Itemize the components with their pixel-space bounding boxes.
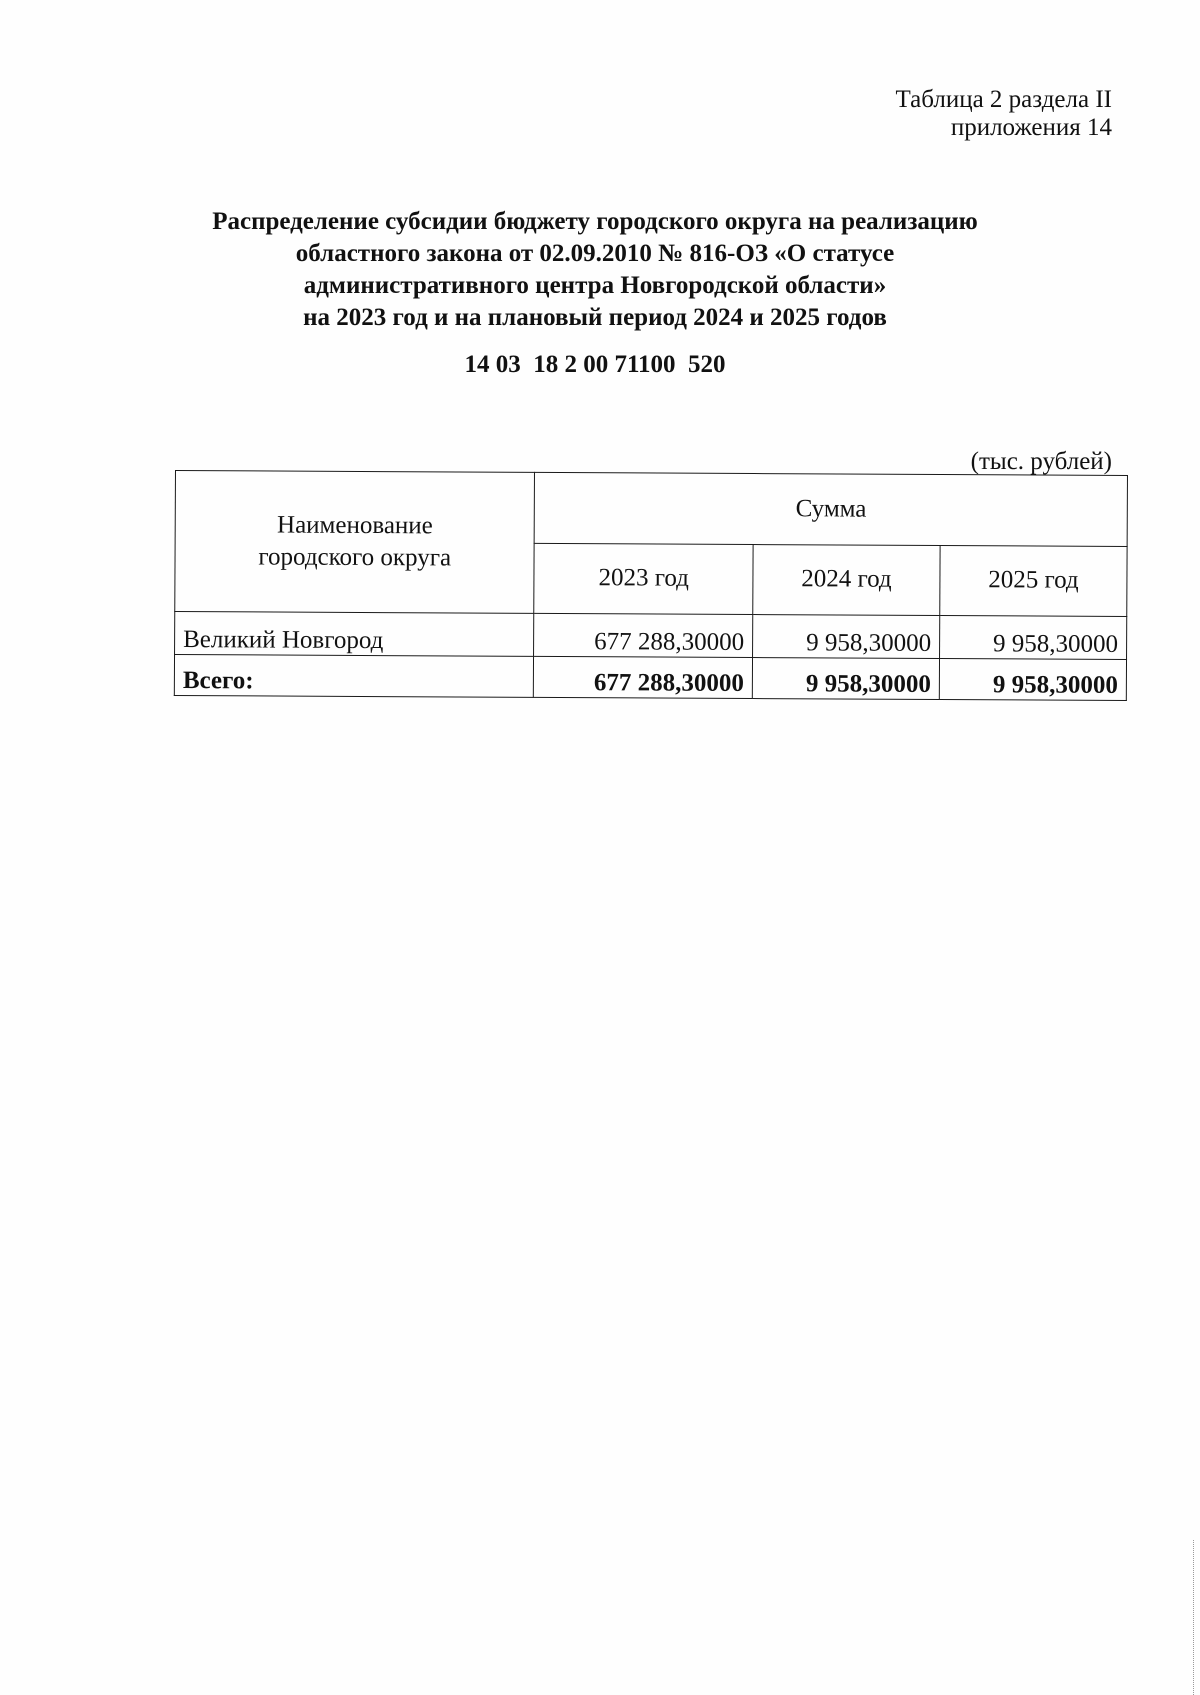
reference-table-number: Таблица 2 раздела II [895, 86, 1112, 113]
units-note: (тыс. рублей) [970, 448, 1112, 475]
table-row [175, 612, 1127, 660]
scan-edge-artifact [1192, 1540, 1194, 1695]
total-value-2024: 9 958,30000 [752, 658, 939, 700]
header-year-2025: 2025 год [940, 545, 1127, 616]
header-municipality [175, 471, 535, 614]
header-year-2023: 2023 год [534, 543, 753, 615]
header-year-2024: 2024 год [753, 544, 940, 615]
document-title [160, 206, 1030, 334]
header-sum: Сумма [535, 472, 1128, 546]
document-reference [896, 86, 1112, 142]
title-line-2: областного закона от 02.09.2010 № 816-ОЗ «О статусе [295, 240, 895, 267]
subsidy-table [174, 470, 1128, 701]
table-header-row [175, 471, 1127, 546]
title-line-1: Распределение субсидии бюджету городского округа на реализацию [212, 208, 978, 235]
header-municipality-line-1: Наименование [277, 511, 433, 540]
row-value-2025: 9 958,30000 [940, 616, 1127, 660]
row-value-2024: 9 958,30000 [753, 615, 940, 659]
total-value-2023: 677 288,30000 [534, 656, 753, 698]
table-total-row [174, 655, 1126, 701]
reference-appendix: приложения 14 [950, 114, 1112, 141]
budget-classification-code: 14 03 18 2 00 71100 520 [464, 351, 726, 378]
total-label: Всего: [174, 655, 534, 698]
total-value-2025: 9 958,30000 [939, 659, 1126, 701]
header-municipality-line-2: городского округа [258, 543, 452, 572]
row-municipality-name: Великий Новгород [175, 612, 535, 657]
title-line-4: на 2023 год и на плановый период 2024 и 2025 годов [303, 304, 887, 331]
title-line-3: административного центра Новгородской области» [303, 272, 887, 299]
row-value-2023: 677 288,30000 [534, 613, 753, 657]
